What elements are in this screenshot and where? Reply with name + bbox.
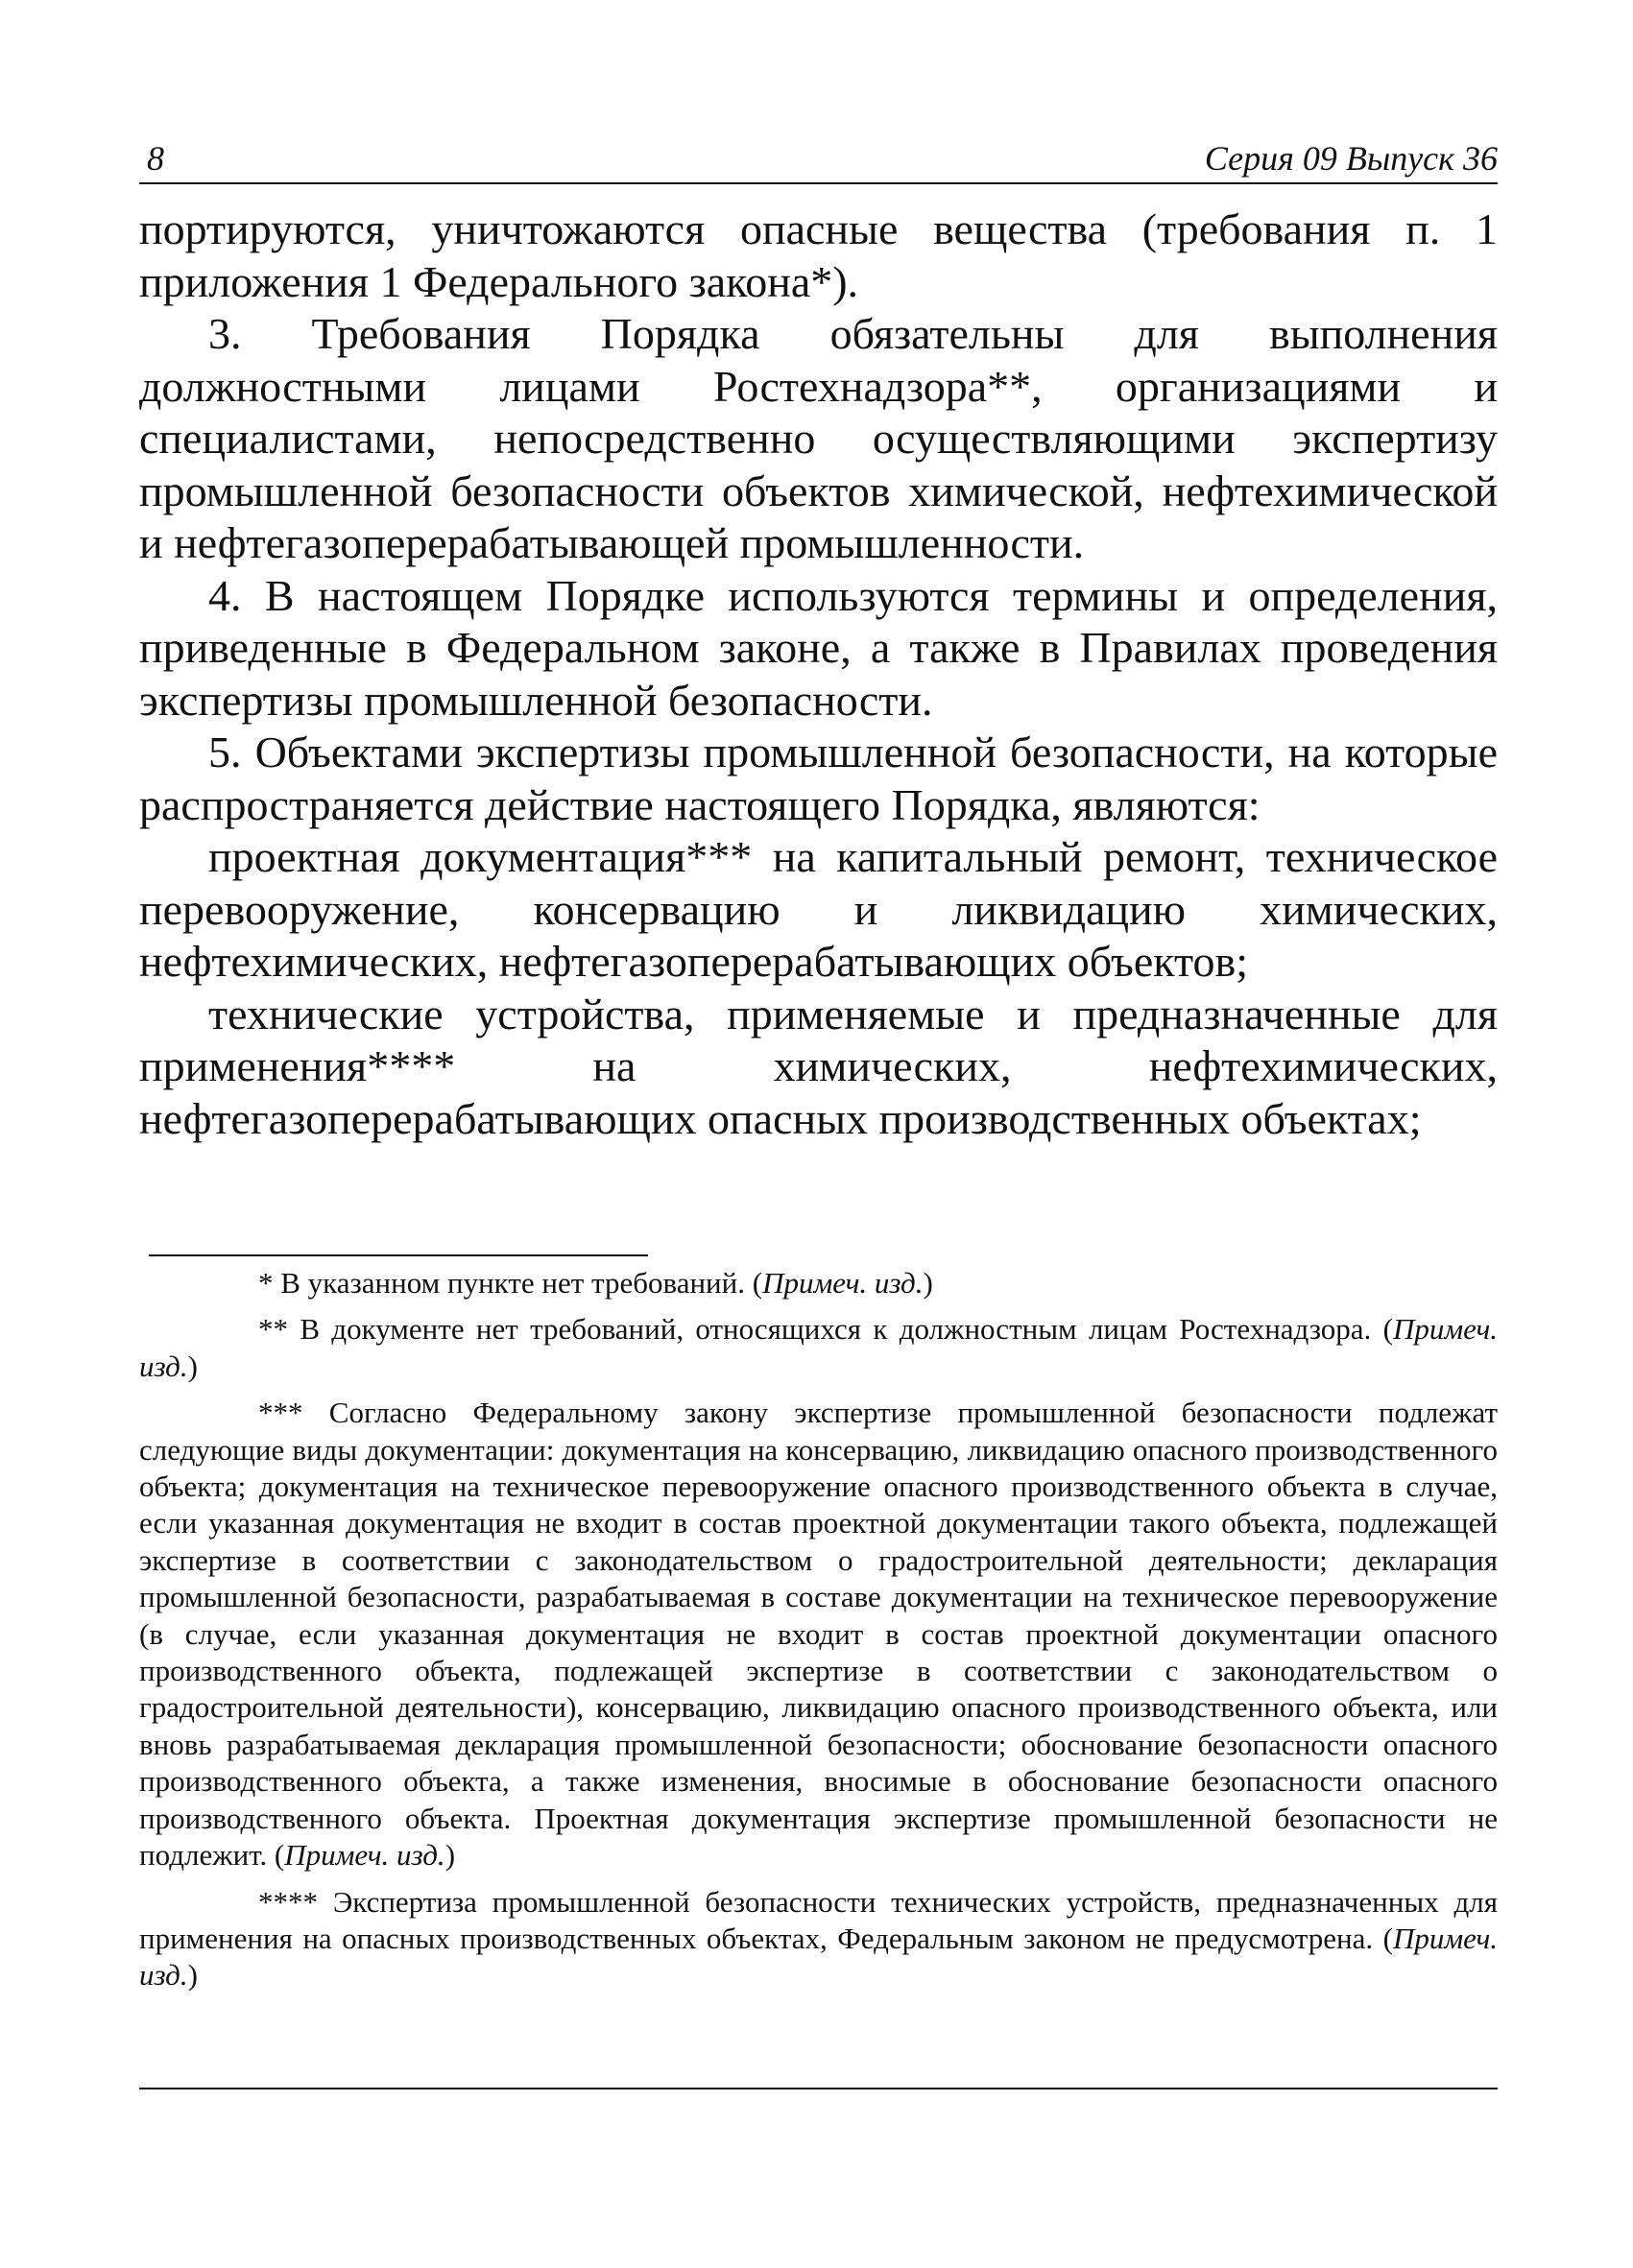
footnote-4-text: **** Экспертиза промышленной безопасности технических устройств, предназначенных для применения на опасных производственных объектах, Федеральным законом не предусмотрена. ( [139, 1884, 1498, 1955]
footnote-divider [149, 1254, 648, 1256]
footnote-2 [139, 1311, 1498, 1385]
paragraph-project-docs: проектная документация*** на капитальный ремонт, техническое перевооружение, консервацию и ликвидацию химических, нефтехимических, нефтегазоперерабатывающих объектов; [139, 832, 1498, 986]
footnote-3-text: *** Согласно Федеральному закону экспертизе промышленной безопасности подлежат следующие виды документации: документация на консервацию, ликвидацию опасного производственного объекта; документация на техническое перевооружение опасного производственного объекта в случае, если указанная документация не входит в состав проектной документации такого объекта, подлежащей экспертизе в соответствии с законодательством о градостроительной деятельности; декларация промышленной безопасности, разрабатываемая в составе документации на техническое перевооружение (в случае, если указанная документация не входит в состав проектной документации опасного производственного объекта, подлежащей экспертизе в соответствии с законодательством о градостроительной деятельности), консервацию, ликвидацию опасного производственного объекта, или вновь разрабатываемая декларация промышленной безопасности; обоснование безопасности опасного производственного объекта, а также изменения, вносимые в обоснование безопасности опасного производственного объекта. Проектная документация экспертизе промышленной безопасности не подлежит. ( [139, 1396, 1498, 1873]
paragraph-item-4: 4. В настоящем Порядке используются термины и определения, приведенные в Федеральном законе, а также в Правилах проведения экспертизы промышленной безопасности. [139, 570, 1498, 725]
footnote-3-close: ) [444, 1838, 456, 1873]
main-text [139, 203, 1498, 1145]
footnote-4-note: Примеч. изд. [139, 1921, 1498, 1993]
footnotes [139, 1265, 1498, 1994]
footnote-1-close: ) [923, 1266, 933, 1300]
footnote-2-note: Примеч. изд. [139, 1312, 1498, 1383]
footnote-3-note: Примеч. изд. [284, 1838, 445, 1873]
footnote-1-note: Примеч. изд. [762, 1266, 924, 1300]
footnote-3 [139, 1395, 1498, 1874]
footnote-1-text: * В указанном пункте нет требований. ( [258, 1266, 763, 1300]
bottom-divider [139, 2088, 1498, 2089]
document-page [139, 0, 1498, 2268]
footnote-2-text: ** В документе нет требований, относящихся к должностным лицам Ростехнадзора. ( [258, 1312, 1393, 1347]
paragraph-technical-devices: технические устройства, применяемые и предназначенные для применения**** на химических, нефтехимических, нефтегазоперерабатывающих опасных производственных объектах; [139, 989, 1498, 1143]
footnote-4-close: ) [187, 1958, 198, 1993]
page-number: 8 [147, 139, 164, 178]
footnote-1 [139, 1265, 1498, 1301]
paragraph-continuation: портируются, уничтожаются опасные вещества (требования п. 1 приложения 1 Федерального закона*). [139, 204, 1498, 306]
paragraph-item-3: 3. Требования Порядка обязательны для выполнения должностными лицами Ростехнадзора**, организациями и специалистами, непосредственно осуществляющими экспертизу промышленной безопасности объектов химической, нефтехимической и нефтегазоперерабатывающей промышленности. [139, 309, 1498, 567]
series-title: Серия 09 Выпуск 36 [1204, 139, 1498, 178]
footnote-2-close: ) [187, 1349, 198, 1383]
running-header [139, 132, 1498, 184]
paragraph-item-5: 5. Объектами экспертизы промышленной безопасности, на которые распространяется действие настоящего Порядка, являются: [139, 728, 1498, 829]
footnote-4 [139, 1884, 1498, 1994]
